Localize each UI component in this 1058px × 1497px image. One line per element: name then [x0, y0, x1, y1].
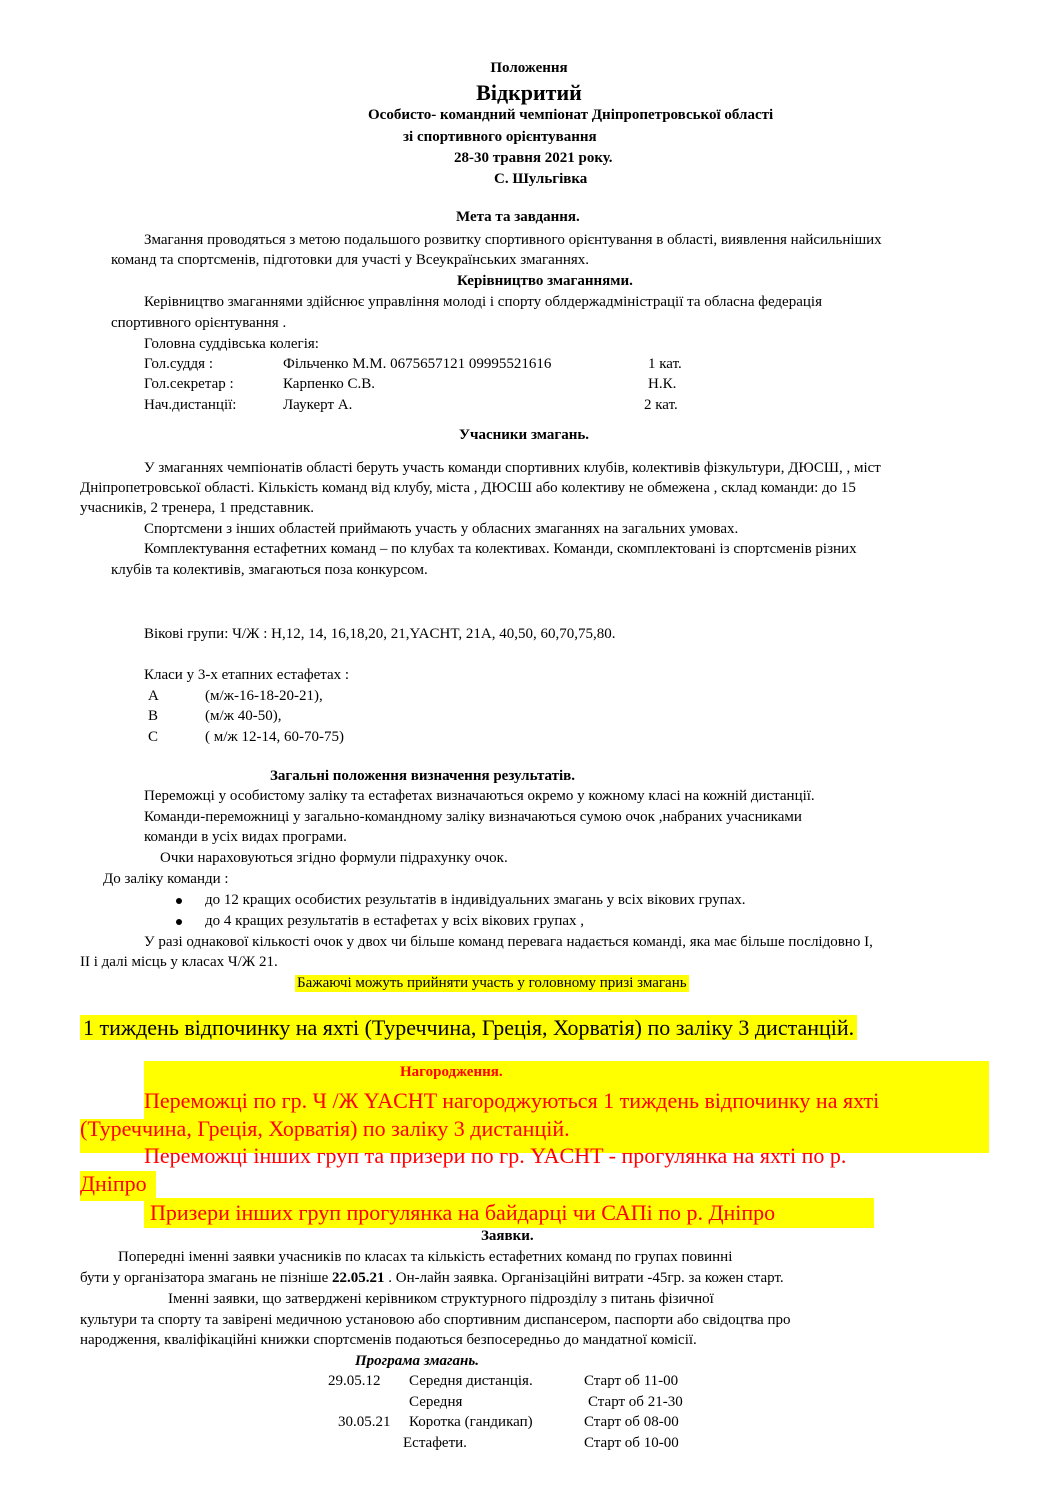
goal-text-2: команд та спортсменів, підготовки для участі у Всеукраїнських змаганнях. — [111, 252, 590, 268]
judge-name: Фільченко М.М. 0675657121 09995521616 — [283, 356, 552, 372]
results-text-1: Переможці у особистому заліку та естафетах визначаються окремо у кожному класі на кожній дистанції. — [144, 788, 815, 804]
relay-class-code: С — [148, 729, 159, 745]
relay-classes-title: Класи у 3-х етапних естафетах : — [144, 667, 350, 683]
relay-class-desc: (м/ж-16-18-20-21), — [205, 688, 323, 704]
program-event: Естафети. — [403, 1435, 467, 1451]
participants-text-6: клубів та колективів, змагаються поза конкурсом. — [111, 562, 428, 578]
program-event: Середня — [409, 1394, 463, 1410]
goal-text-1: Змагання проводяться з метою подальшого розвитку спортивного орієнтування в області, виявлення найсильніших — [144, 232, 882, 248]
awards-title: Нагородження. — [400, 1064, 503, 1080]
results-text-6: У разі однакової кількості очок у двох чи більше команд перевага надається команді, яка має більше послідовно І, — [144, 934, 873, 950]
participants-title: Учасники змагань. — [459, 427, 590, 443]
event-location: С. Шульгівка — [494, 171, 588, 187]
judge-name: Лаукерт А. — [283, 397, 353, 413]
participants-text-5: Комплектування естафетних команд – по клубах та колективах. Команди, скомплектовані із спортсменів різних — [144, 541, 857, 557]
results-title: Загальні положення визначення результатів. — [270, 768, 575, 784]
judge-category: 1 кат. — [648, 356, 682, 372]
bullet-icon — [176, 898, 182, 904]
judge-category: 2 кат. — [644, 397, 678, 413]
program-start: Старт об 21-30 — [588, 1394, 683, 1410]
program-start: Старт об 10-00 — [584, 1435, 679, 1451]
event-dates: 28-30 травня 2021 року. — [454, 150, 613, 166]
leadership-text-2: спортивного орієнтування . — [111, 315, 287, 331]
participants-text-1: У змаганнях чемпіонатів області беруть участь команди спортивних клубів, колективів фізкультури, ДЮСШ, , міст — [144, 460, 881, 476]
award-text-3: Переможці інших груп та призери по гр. YACHT - прогулянка на яхті по р. — [144, 1143, 847, 1168]
judge-role: Нач.дистанції: — [144, 397, 237, 413]
leadership-title: Керівництво змаганнями. — [457, 273, 633, 289]
relay-class-code: А — [148, 688, 159, 704]
program-start: Старт об 08-00 — [584, 1414, 679, 1430]
judge-name: Карпенко С.В. — [283, 376, 375, 392]
bullet-icon — [176, 919, 182, 925]
applications-title: Заявки. — [481, 1228, 534, 1244]
program-title: Програма змагань. — [355, 1353, 479, 1369]
results-text-5: До заліку команди : — [103, 871, 229, 887]
participants-text-3: учасників, 2 тренера, 1 представник. — [80, 500, 315, 516]
results-text-7: ІІ і далі місць у класах Ч/Ж 21. — [80, 954, 278, 970]
results-bullet: до 12 кращих особистих результатів в індивідуальних змагань у всіх вікових групах. — [205, 892, 746, 908]
award-text-4: Дніпро — [80, 1171, 147, 1196]
award-text-2: (Туреччина, Греція, Хорватія) по заліку 3 дистанцій. — [80, 1116, 570, 1141]
sport-type: зі спортивного орієнтування — [403, 129, 597, 145]
results-text-3: команди в усіх видах програми. — [144, 829, 347, 845]
program-start: Старт об 11-00 — [584, 1373, 679, 1389]
award-text-5: Призери інших груп прогулянка на байдарці чи САПі по р. Дніпро — [150, 1200, 776, 1225]
judges-board-label: Головна суддівська колегія: — [144, 336, 319, 352]
program-date: 29.05.12 — [328, 1373, 381, 1389]
applications-text-5: народження, кваліфікаційні книжки спортсменів подаються безпосередньо до мандатної комісії. — [80, 1332, 697, 1348]
applications-text-2: бути у організатора змагань не пізніше 22.05.21 . Он-лайн заявка. Організаційні витрати -45гр. за кожен старт. — [80, 1270, 784, 1286]
doc-title: Відкритий — [476, 80, 582, 105]
results-text-2: Команди-переможниці у загально-командному заліку визначаються сумою очок ,набраних учасниками — [144, 809, 802, 825]
participants-text-4: Спортсмени з інших областей приймають участь у обласних змаганнях на загальних умовах. — [144, 521, 739, 537]
applications-text-3: Іменні заявки, що затверджені керівником структурного підрозділу з питань фізичної — [168, 1291, 714, 1307]
program-event: Коротка (гандикап) — [409, 1414, 533, 1430]
relay-class-code: В — [148, 708, 159, 724]
participants-text-2: Дніпропетровської області. Кількість команд від клубу, міста , ДЮСШ або колективу не обмежена , склад команди: до 15 — [80, 480, 856, 496]
program-date: 30.05.21 — [338, 1414, 391, 1430]
main-prize: 1 тиждень відпочинку на яхті (Туреччина, Греція, Хорватія) по заліку 3 дистанцій. — [80, 1015, 857, 1040]
results-bullet: до 4 кращих результатів в естафетах у всіх вікових групах , — [205, 913, 585, 929]
program-event: Середня дистанція. — [409, 1373, 533, 1389]
award-text-1: Переможці по гр. Ч /Ж YACHT нагороджуються 1 тиждень відпочинку на яхті — [144, 1088, 880, 1113]
results-text-4: Очки нараховуються згідно формули підрахунку очок. — [160, 850, 508, 866]
doc-heading: Положення — [490, 60, 568, 76]
applications-text-4: культури та спорту та завірені медичною установою або спортивним диспансером, паспорти або свідоцтва про — [80, 1312, 791, 1328]
leadership-text-1: Керівництво змаганнями здійснює управління молоді і спорту облдержадміністрації та обласна федерація — [144, 294, 822, 310]
goal-title: Мета та завдання. — [456, 209, 580, 225]
main-prize-note: Бажаючі можуть прийняти участь у головному призі змагань — [297, 975, 687, 991]
judge-role: Гол.суддя : — [144, 356, 213, 372]
judge-role: Гол.секретар : — [144, 376, 234, 392]
applications-text-1: Попередні іменні заявки учасників по класах та кількість естафетних команд по групах повинні — [118, 1249, 733, 1265]
relay-class-desc: ( м/ж 12-14, 60-70-75) — [205, 729, 344, 745]
judge-category: Н.К. — [648, 376, 677, 392]
championship-title: Особисто- командний чемпіонат Дніпропетровської області — [368, 107, 774, 123]
age-groups: Вікові групи: Ч/Ж : Н,12, 14, 16,18,20, 21,YACHT, 21А, 40,50, 60,70,75,80. — [144, 626, 616, 642]
relay-class-desc: (м/ж 40-50), — [205, 708, 282, 724]
